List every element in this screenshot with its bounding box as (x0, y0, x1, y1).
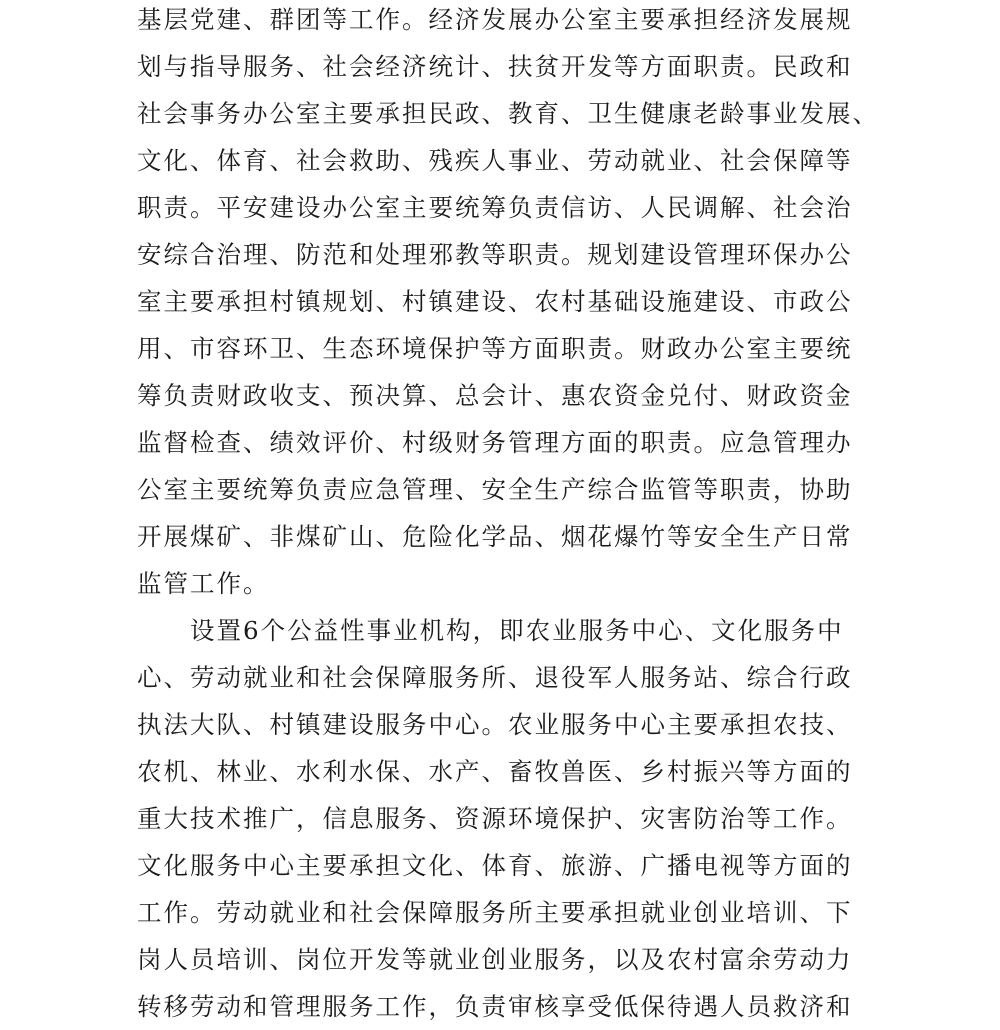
text-line: 筹负责财政收支、预决算、总会计、惠农资金兑付、财政资金 (137, 381, 853, 410)
text-line: 心、劳动就业和社会保障服务所、退役军人服务站、综合行政 (137, 663, 853, 692)
text-line: 社会事务办公室主要承担民政、教育、卫生健康老龄事业发展、 (137, 99, 879, 128)
text-line: 室主要承担村镇规划、村镇建设、农村基础设施建设、市政公 (137, 287, 853, 316)
text-line: 划与指导服务、社会经济统计、扶贫开发等方面职责。民政和 (137, 52, 853, 81)
text-line: 开展煤矿、非煤矿山、危险化学品、烟花爆竹等安全生产日常 (137, 522, 853, 551)
paragraph-first-line: 设置6个公益性事业机构，即农业服务中心、文化服务中 (190, 616, 844, 645)
text-line: 安综合治理、防范和处理邪教等职责。规划建设管理环保办公 (137, 240, 853, 269)
text-line: 岗人员培训、岗位开发等就业创业服务，以及农村富余劳动力 (137, 945, 853, 974)
text-line: 文化、体育、社会救助、残疾人事业、劳动就业、社会保障等 (137, 146, 853, 175)
text-line: 转移劳动和管理服务工作，负责审核享受低保待遇人员救济和 (137, 992, 853, 1021)
text-line: 农机、林业、水利水保、水产、畜牧兽医、乡村振兴等方面的 (137, 757, 853, 786)
text-line: 基层党建、群团等工作。经济发展办公室主要承担经济发展规 (137, 5, 853, 34)
text-line: 工作。劳动就业和社会保障服务所主要承担就业创业培训、下 (137, 898, 853, 927)
text-line: 用、市容环卫、生态环境保护等方面职责。财政办公室主要统 (137, 334, 853, 363)
text-line: 公室主要统筹负责应急管理、安全生产综合监管等职责，协助 (137, 475, 853, 504)
text-line: 文化服务中心主要承担文化、体育、旅游、广播电视等方面的 (137, 851, 853, 880)
text-line: 职责。平安建设办公室主要统筹负责信访、人民调解、社会治 (137, 193, 853, 222)
text-line: 监督检查、绩效评价、村级财务管理方面的职责。应急管理办 (137, 428, 853, 457)
text-line: 重大技术推广，信息服务、资源环境保护、灾害防治等工作。 (137, 804, 853, 833)
text-line: 执法大队、村镇建设服务中心。农业服务中心主要承担农技、 (137, 710, 853, 739)
text-line: 监管工作。 (137, 569, 270, 598)
